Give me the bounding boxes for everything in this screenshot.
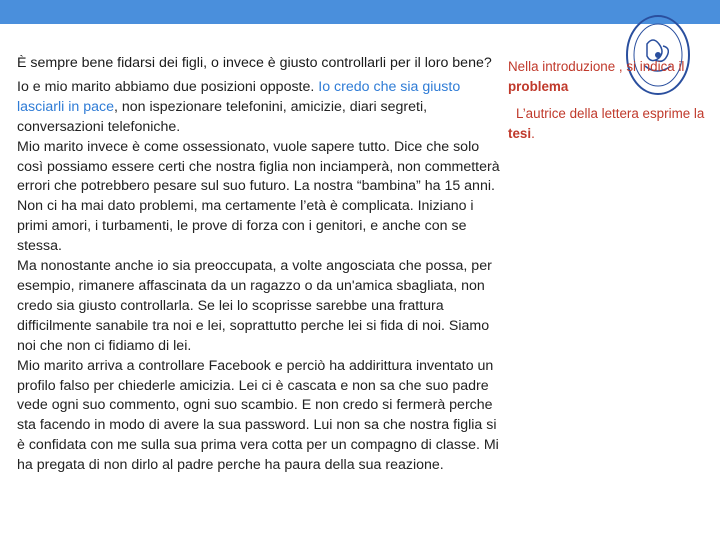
letter-title: È sempre bene fidarsi dei figli, o invece è giusto controllarli per il loro bene? [17,55,492,71]
side-note-thesis [508,104,708,143]
side-note-thesis-bold: tesi [508,125,532,141]
side-note-thesis-end: . [531,125,535,141]
top-bar [0,0,720,24]
paragraph-4: Mio marito arriva a controllare Facebook e perciò ha addirittura inventato un profilo falso per chiederle amicizia. Lei ci è cascata e non sa che suo padre vede ogni suo commento, ogni suo scambio. E non credo si fermerà perche sta facendo in modo di avere la sua password. Lui non sa che nostra figlia si è confidata con me sulla sua prima vera cotta per un compagno di classe. Mi ha pregata di non dirlo al padre perche ha paura della sua reazione. [17,357,499,474]
side-notes [508,57,708,143]
side-note-problem-text: Nella introduzione , si indica il [508,59,685,74]
side-note-thesis-text: L’autrice della lettera esprime la [516,106,705,121]
paragraph-1 [17,78,507,138]
side-note-problem-bold: problema [508,78,569,94]
paragraph-1-before: Io e mio marito abbiamo due posizioni opposte. [17,78,319,95]
paragraph-2: Mio marito invece è come ossessionato, vuole sapere tutto. Dice che solo così possiamo essere certi che nostra figlia non inciamperà, non commetterà errori che potrebbero pesare sul suo futuro. La nostra “bambina” ha 15 anni. Non ci ha mai dato problemi, ma certamente l’età è complicata. Iniziano i primi amori, i turbamenti, le prove di forza con i genitori, e anche con se stessa. [17,138,500,255]
side-note-problem [508,57,708,96]
paragraph-1-after: , non ispezionare telefonini, amicizie, diari segreti, conversazioni telefoniche. [17,98,428,135]
thesis-highlight: Io credo che sia giusto lasciarli in pace [17,78,461,115]
letter-body [17,54,507,476]
paragraph-3: Ma nonostante anche io sia preoccupata, a volte angosciata che possa, per esempio, rimanere affascinata da un ragazzo o da un'amica sbagliata, non credo sia giusto controllarla. Se lei lo scoprisse sarebbe una frattura difficilmente sanabile tra noi e lei, soprattutto perche lei si fida di noi. Siamo noi che non ci fidiamo di lei. [17,258,492,354]
